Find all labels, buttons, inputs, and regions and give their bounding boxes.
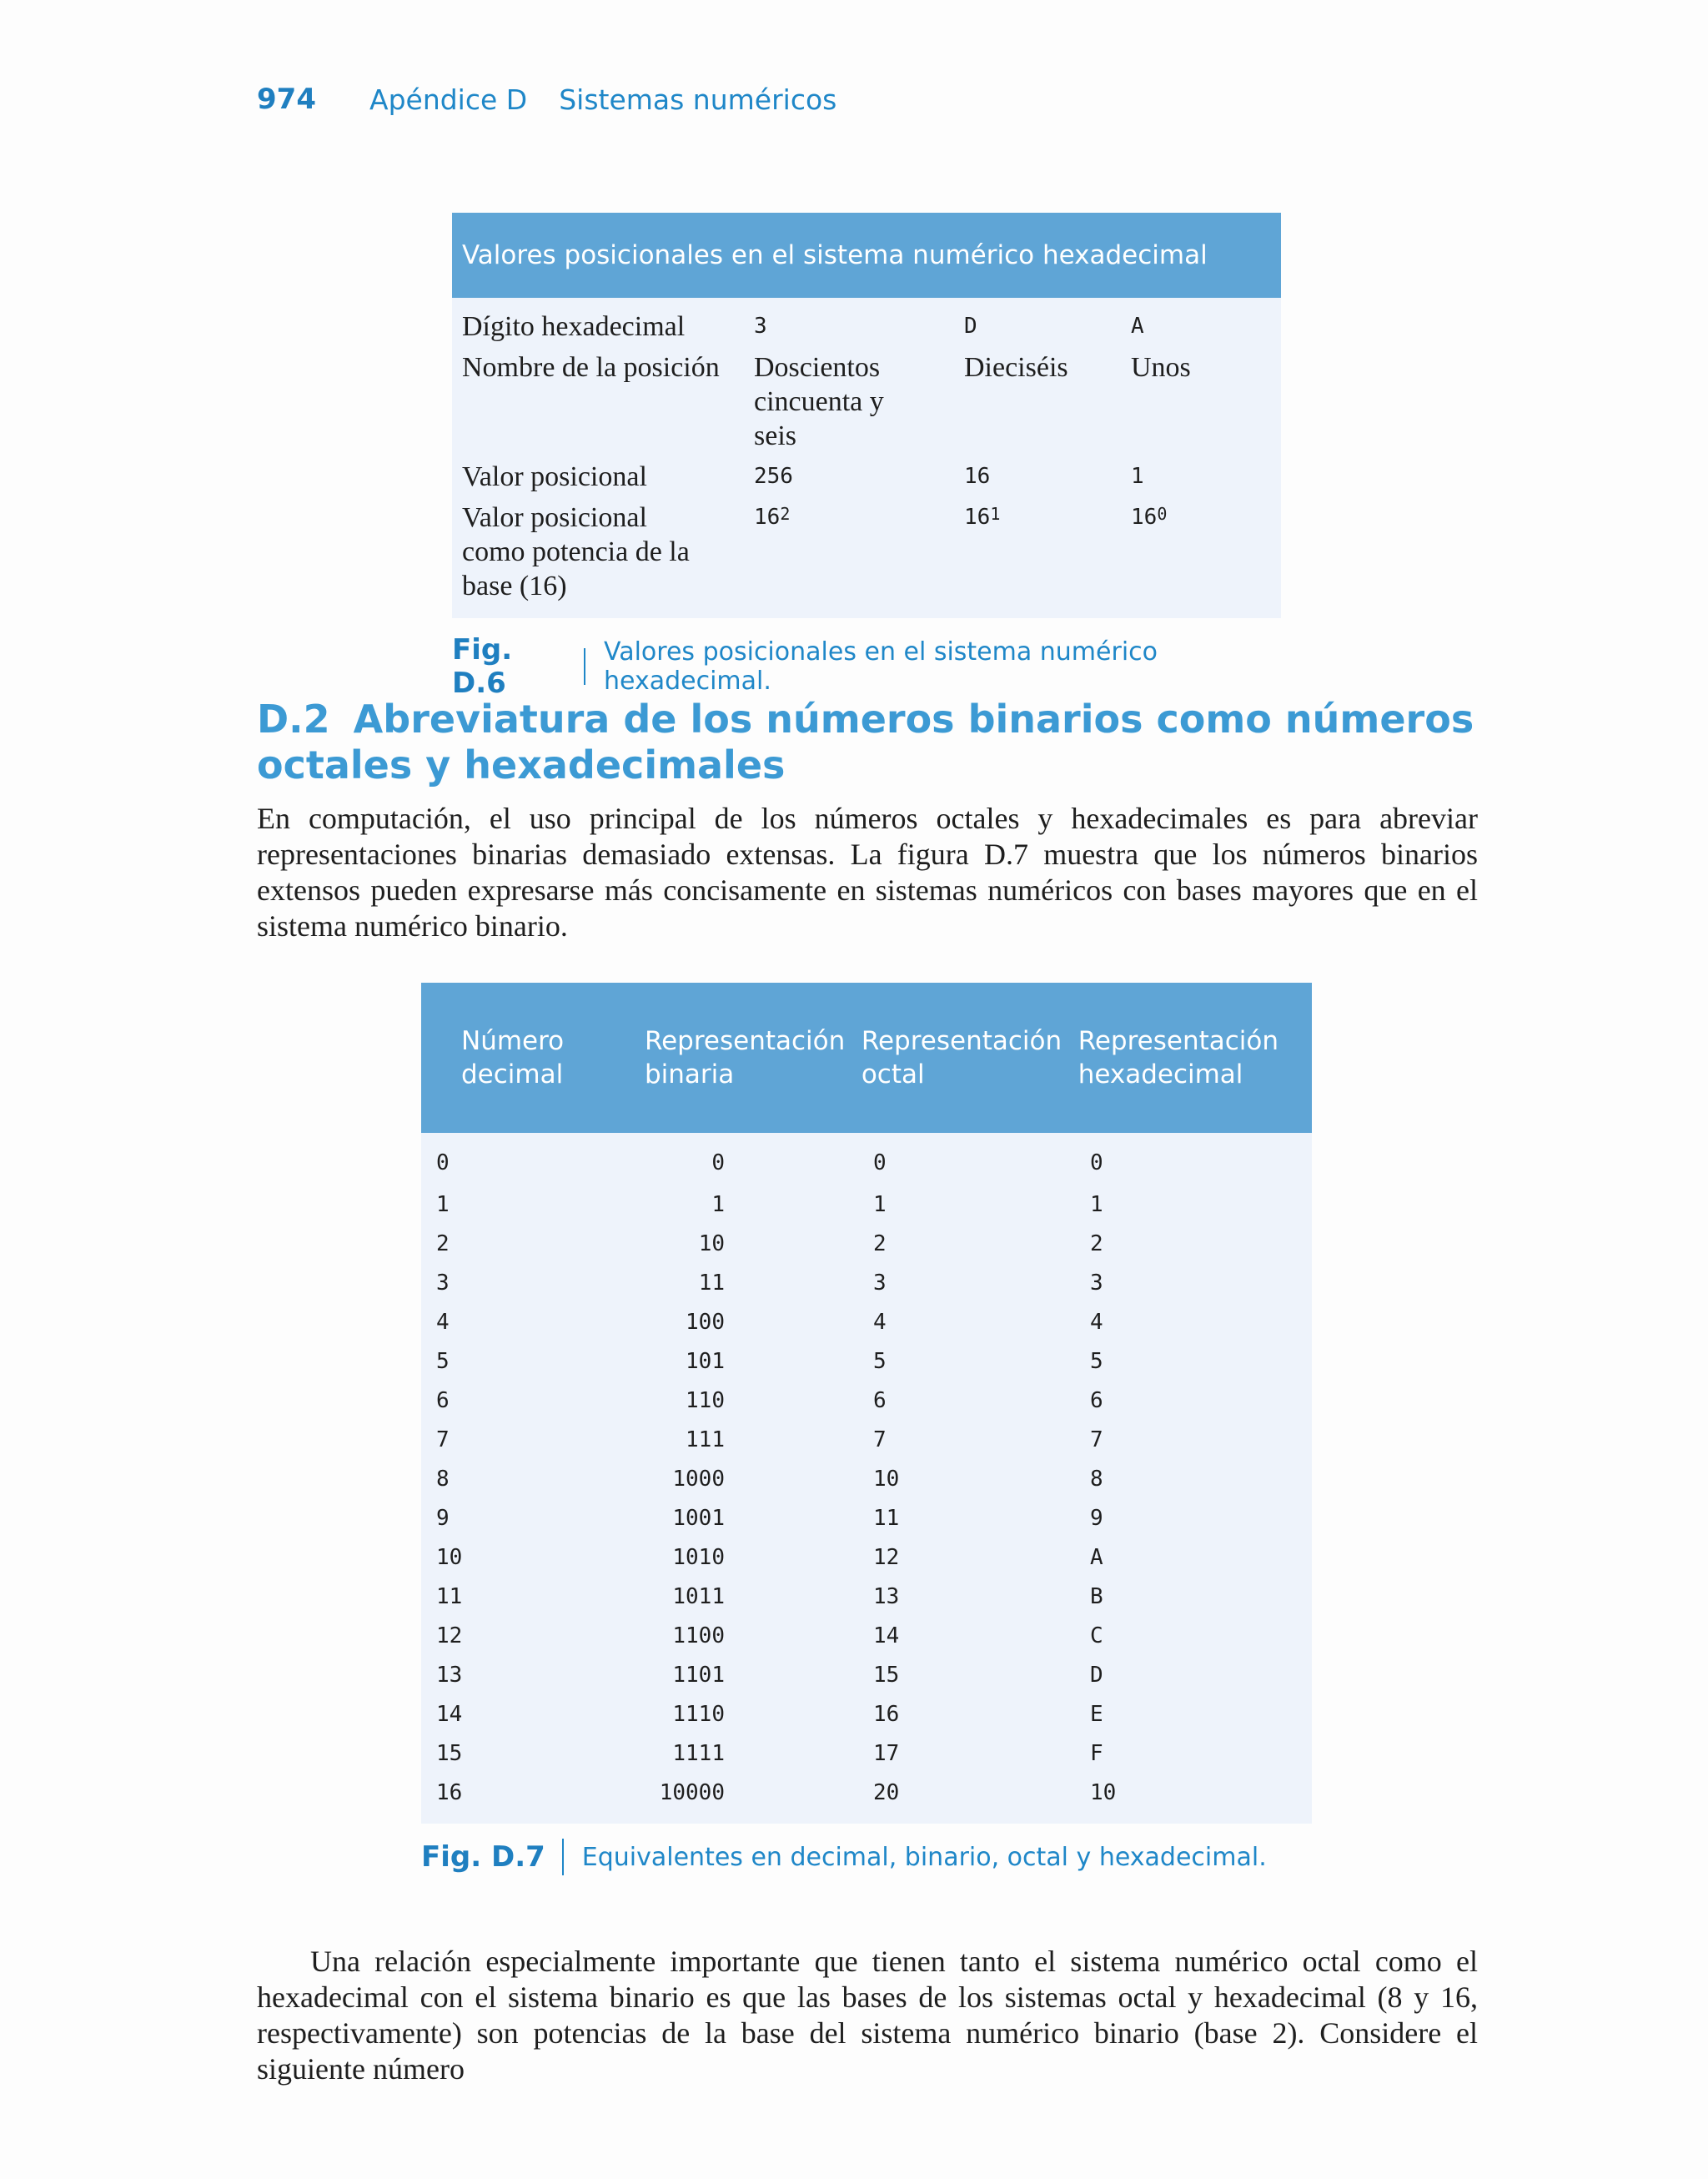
table-row (452, 306, 1281, 347)
table-row (452, 347, 1281, 456)
chapter-title: Sistemas numéricos (559, 83, 837, 116)
cell-binary: 1010 (672, 1544, 725, 1570)
table-row (421, 1224, 1312, 1263)
table-row (421, 1734, 1312, 1773)
table-row (452, 456, 1281, 497)
cell-octal: 2 (873, 1230, 887, 1256)
cell-decimal: 10 (436, 1544, 463, 1570)
table-row (421, 1459, 1312, 1498)
table-row (421, 1263, 1312, 1302)
table-row (421, 1498, 1312, 1537)
cell-octal: 5 (873, 1348, 887, 1374)
cell-decimal: 0 (436, 1150, 450, 1175)
power-exponent: 0 (1157, 504, 1168, 524)
cell-hex: 9 (1090, 1505, 1103, 1531)
cell-decimal: 7 (436, 1427, 450, 1452)
cell-octal: 11 (873, 1505, 900, 1531)
cell-binary: 0 (711, 1150, 725, 1175)
cell-hex: E (1090, 1701, 1103, 1727)
cell-binary: 110 (686, 1387, 725, 1413)
cell: A (1131, 314, 1144, 339)
cell-octal: 16 (873, 1701, 900, 1727)
cell-decimal: 2 (436, 1230, 450, 1256)
table-row (421, 1302, 1312, 1341)
table-row (421, 1616, 1312, 1655)
body-paragraph: Una relación especialmente importante que tienen tanto el sistema numérico octal como el hexadecimal con el sistema binario es que las bases de los sistemas octal y hexadecimal (8 y 16, respectivamente) son potencias de la base del sistema numérico binario (base 2). Considere el siguiente número (257, 1945, 1478, 2086)
cell: 1 (1131, 464, 1144, 489)
cell-octal: 1 (873, 1191, 887, 1217)
cell-binary: 1111 (672, 1740, 725, 1766)
cell-decimal: 9 (436, 1505, 450, 1531)
cell-decimal: 13 (436, 1662, 463, 1688)
cell (754, 501, 964, 603)
cell-hex: B (1090, 1583, 1103, 1609)
caption-divider (584, 648, 585, 685)
cell-decimal: 11 (436, 1583, 463, 1609)
figure-d6 (452, 213, 1281, 700)
cell-binary: 10000 (659, 1779, 725, 1805)
cell-binary: 1011 (672, 1583, 725, 1609)
cell-decimal: 14 (436, 1701, 463, 1727)
cell-decimal: 12 (436, 1623, 463, 1648)
cell: D (964, 314, 977, 339)
cell-octal: 15 (873, 1662, 900, 1688)
caption-label: Fig. D.6 (452, 633, 513, 700)
cell-hex: 10 (1090, 1779, 1117, 1805)
cell-hex: 6 (1090, 1387, 1103, 1413)
conversion-table (421, 1133, 1312, 1824)
cell-binary: 111 (686, 1427, 725, 1452)
caption-text: Valores posicionales en el sistema numérico hexadecimal. (604, 637, 1158, 696)
cell-binary: 1101 (672, 1662, 725, 1688)
cell-octal: 7 (873, 1427, 887, 1452)
cell-hex: 0 (1090, 1150, 1103, 1175)
header-decimal: Número decimal (461, 1026, 565, 1090)
conversion-table-header (421, 983, 1312, 1133)
table-row (421, 1773, 1312, 1812)
cell-octal: 3 (873, 1270, 887, 1296)
cell-binary: 1000 (672, 1466, 725, 1492)
cell-decimal: 15 (436, 1740, 463, 1766)
cell-hex: 7 (1090, 1427, 1103, 1452)
table-row (421, 1185, 1312, 1224)
caption-divider (562, 1839, 564, 1875)
table-row (421, 1381, 1312, 1420)
row-label: Valor posicional como potencia de la base (16) (462, 502, 690, 601)
cell-hex: 2 (1090, 1230, 1103, 1256)
table-row (421, 1141, 1312, 1185)
cell-decimal: 6 (436, 1387, 450, 1413)
table-row (421, 1577, 1312, 1616)
cell-octal: 10 (873, 1466, 900, 1492)
cell-octal: 4 (873, 1309, 887, 1335)
figure-d6-title: Valores posicionales en el sistema numérico hexadecimal (452, 213, 1281, 298)
cell-octal: 12 (873, 1544, 900, 1570)
power-base: 16 (1131, 505, 1158, 530)
cell-binary: 10 (698, 1230, 725, 1256)
cell (1131, 501, 1281, 603)
row-label: Nombre de la posición (462, 352, 720, 383)
table-row (421, 1655, 1312, 1694)
section-number: D.2 (257, 697, 330, 742)
cell-hex: 4 (1090, 1309, 1103, 1335)
figure-d6-caption (452, 633, 1281, 700)
figure-d7 (421, 983, 1312, 1875)
cell-binary: 1001 (672, 1505, 725, 1531)
cell-octal: 6 (873, 1387, 887, 1413)
power-exponent: 2 (780, 504, 791, 524)
power-base: 16 (754, 505, 781, 530)
caption-text: Equivalentes en decimal, binario, octal y hexadecimal. (581, 1842, 1267, 1872)
table-row (421, 1420, 1312, 1459)
cell-binary: 1110 (672, 1701, 725, 1727)
caption-label: Fig. D.7 (421, 1840, 545, 1874)
cell-binary: 1 (711, 1191, 725, 1217)
cell-hex: F (1090, 1740, 1103, 1766)
table-row (421, 1694, 1312, 1734)
cell-decimal: 1 (436, 1191, 450, 1217)
cell: 16 (964, 464, 991, 489)
body-paragraph: En computación, el uso principal de los números octales y hexadecimales es para abreviar representaciones binarias demasiado extensas. La figura D.7 muestra que los números binarios extensos pueden expresarse más concisamente en sistemas numéricos con bases mayores que en el sistema numérico binario. (257, 802, 1478, 943)
header-hex: Representación hexadecimal (1078, 1026, 1279, 1090)
figure-d7-caption (421, 1839, 1312, 1875)
cell-hex: 1 (1090, 1191, 1103, 1217)
cell-hex: D (1090, 1662, 1103, 1688)
cell: 3 (754, 314, 767, 339)
cell (964, 501, 1131, 603)
row-label: Valor posicional (462, 461, 647, 492)
cell-octal: 17 (873, 1740, 900, 1766)
cell-octal: 0 (873, 1150, 887, 1175)
header-octal: Representación octal (861, 1026, 1062, 1090)
cell-hex: 5 (1090, 1348, 1103, 1374)
table-row (452, 497, 1281, 606)
cell: Unos (1131, 352, 1191, 383)
power-exponent: 1 (990, 504, 1001, 524)
cell-binary: 101 (686, 1348, 725, 1374)
power-base: 16 (964, 505, 991, 530)
row-label: Dígito hexadecimal (462, 311, 686, 342)
page-number: 974 (257, 83, 316, 116)
place-value-table (452, 298, 1281, 618)
section-heading (257, 697, 1474, 788)
cell-binary: 11 (698, 1270, 725, 1296)
running-header (257, 78, 836, 120)
cell-octal: 13 (873, 1583, 900, 1609)
header-binary: Representación binaria (644, 1026, 846, 1090)
table-row (421, 1341, 1312, 1381)
section-title: Abreviatura de los números binarios como números octales y hexadecimales (257, 697, 1474, 788)
cell-decimal: 4 (436, 1309, 450, 1335)
cell-decimal: 16 (436, 1779, 463, 1805)
cell-octal: 14 (873, 1623, 900, 1648)
cell-octal: 20 (873, 1779, 900, 1805)
cell: 256 (754, 464, 793, 489)
cell-binary: 100 (686, 1309, 725, 1335)
cell-decimal: 5 (436, 1348, 450, 1374)
cell-decimal: 8 (436, 1466, 450, 1492)
cell: Dieciséis (964, 352, 1068, 383)
cell-binary: 1100 (672, 1623, 725, 1648)
cell: Doscientos cincuenta y seis (754, 352, 884, 451)
cell-hex: 8 (1090, 1466, 1103, 1492)
cell-decimal: 3 (436, 1270, 450, 1296)
cell-hex: C (1090, 1623, 1103, 1648)
chapter-label: Apéndice D (369, 83, 528, 116)
cell-hex: 3 (1090, 1270, 1103, 1296)
cell-hex: A (1090, 1544, 1103, 1570)
table-row (421, 1537, 1312, 1577)
